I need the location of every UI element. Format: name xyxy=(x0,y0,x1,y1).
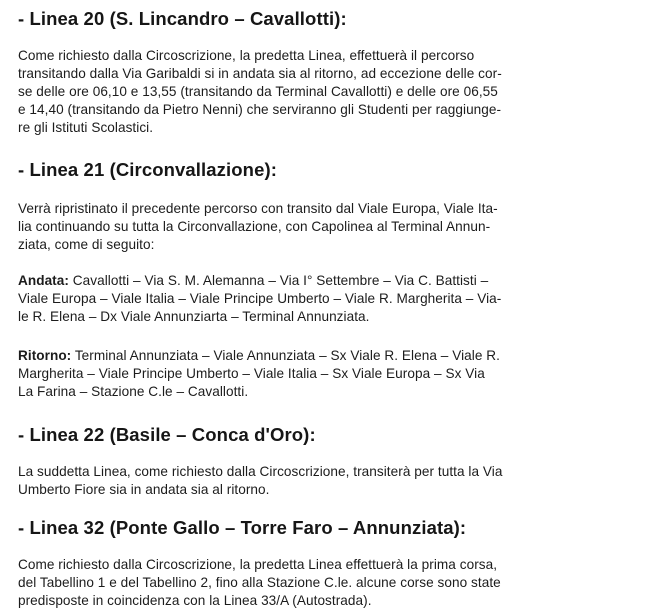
paragraph-line: le R. Elena – Dx Viale Annunziarta – Terminal Annunziata. xyxy=(18,309,370,324)
paragraph-line: transitando dalla Via Garibaldi si in andata sia al ritorno, ad eccezione delle cor- xyxy=(18,66,502,81)
paragraph-line: predisposte in coincidenza con la Linea 33/A (Autostrada). xyxy=(18,593,372,608)
paragraph-line: e 14,40 (transitando da Pietro Nenni) che serviranno gli Studenti per raggiunge- xyxy=(18,102,502,117)
section-heading-linea-20: - Linea 20 (S. Lincandro – Cavallotti): xyxy=(18,8,347,29)
ritorno-line xyxy=(18,347,500,365)
paragraph-line: se delle ore 06,10 e 13,55 (transitando da Terminal Cavallotti) e delle ore 06,55 xyxy=(18,84,498,99)
paragraph-line: Margherita – Viale Principe Umberto – Viale Italia – Sx Viale Europa – Sx Via xyxy=(18,366,485,381)
section-heading-linea-22: - Linea 22 (Basile – Conca d'Oro): xyxy=(18,424,316,445)
ritorno-text: Terminal Annunziata – Viale Annunziata – Sx Viale R. Elena – Viale R. xyxy=(71,348,500,363)
ritorno-label: Ritorno: xyxy=(18,348,72,363)
paragraph-line: La suddetta Linea, come richiesto dalla Circoscrizione, transiterà per tutta la Via xyxy=(18,464,503,479)
paragraph-line: ziata, come di seguito: xyxy=(18,237,155,252)
andata-label: Andata: xyxy=(18,273,69,288)
andata-text: Cavallotti – Via S. M. Alemanna – Via I° Settembre – Via C. Battisti – xyxy=(68,273,489,288)
paragraph-line: Viale Europa – Viale Italia – Viale Principe Umberto – Viale R. Margherita – Via- xyxy=(18,291,502,306)
paragraph-line: Verrà ripristinato il precedente percorso con transito dal Viale Europa, Viale Ita- xyxy=(18,201,498,216)
paragraph-line: Umberto Fiore sia in andata sia al ritorno. xyxy=(18,482,270,497)
section-heading-linea-21: - Linea 21 (Circonvallazione): xyxy=(18,159,277,180)
paragraph-line: lia continuando su tutta la Circonvallazione, con Capolinea al Terminal Annun- xyxy=(18,219,491,234)
paragraph-line: Come richiesto dalla Circoscrizione, la predetta Linea, effettuerà il percorso xyxy=(18,48,475,63)
paragraph-line: Come richiesto dalla Circoscrizione, la predetta Linea effettuerà la prima corsa, xyxy=(18,557,498,572)
paragraph-line: La Farina – Stazione C.le – Cavallotti. xyxy=(18,384,249,399)
paragraph-line: re gli Istituti Scolastici. xyxy=(18,120,154,135)
paragraph-line: del Tabellino 1 e del Tabellino 2, fino alla Stazione C.le. alcune corse sono state xyxy=(18,575,501,590)
andata-line xyxy=(18,272,488,290)
section-heading-linea-32: - Linea 32 (Ponte Gallo – Torre Faro – Annunziata): xyxy=(18,517,467,538)
